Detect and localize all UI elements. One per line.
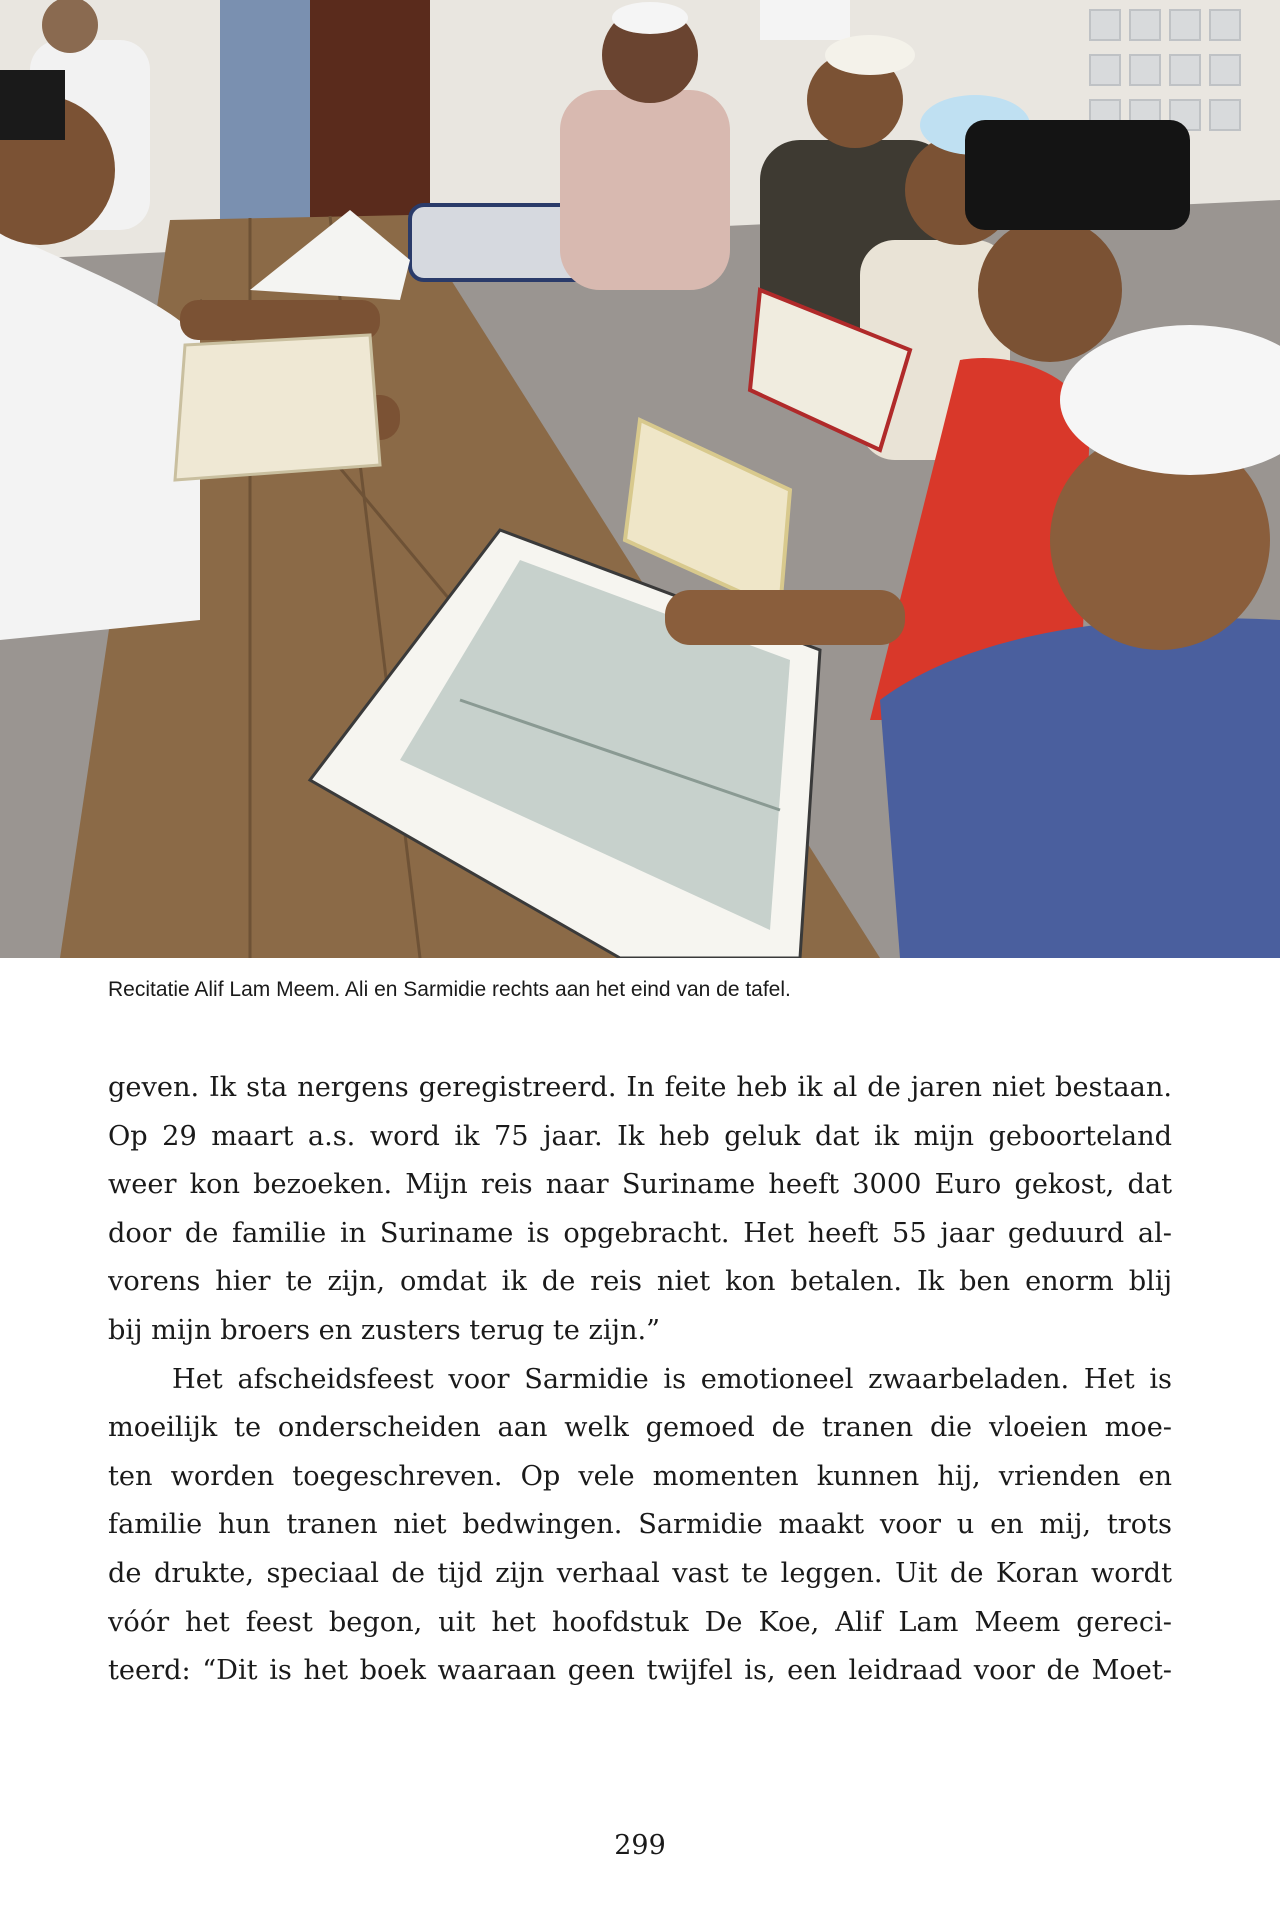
text-line: de drukte, speciaal de tijd zijn verhaal vast te leggen. Uit de Koran wordt <box>108 1557 1172 1589</box>
page-number: 299 <box>614 1830 666 1861</box>
body-text <box>108 1064 1172 1696</box>
text-line: vorens hier te zijn, omdat ik de reis niet kon betalen. Ik ben enorm blij <box>108 1266 1172 1298</box>
text-line: moeilijk te onderscheiden aan welk gemoed de tranen die vloeien moe- <box>108 1412 1172 1444</box>
text-line: geven. Ik sta nergens geregistreerd. In feite heb ik al de jaren niet bestaan. <box>108 1072 1172 1103</box>
photo-caption: Recitatie Alif Lam Meem. Ali en Sarmidie rechts aan het eind van de tafel. <box>108 978 791 1001</box>
photo-koran-recitation <box>0 0 1280 958</box>
text-line: teerd: “Dit is het boek waaraan geen twijfel is, een leidraad voor de Moet- <box>108 1655 1172 1687</box>
foreground-man-blue-shirt <box>880 618 1280 958</box>
paragraph-2 <box>108 1356 1172 1696</box>
text-line: weer kon bezoeken. Mijn reis naar Suriname heeft 3000 Euro gekost, dat <box>108 1169 1172 1201</box>
wooden-door <box>300 0 430 220</box>
text-line: familie hun tranen niet bedwingen. Sarmidie maakt voor u en mij, trots <box>108 1509 1172 1541</box>
paragraph-1 <box>108 1064 1172 1356</box>
text-line: door de familie in Suriname is opgebracht. Het heeft 55 jaar geduurd al- <box>108 1217 1172 1249</box>
text-line: Het afscheidsfeest voor Sarmidie is emotioneel zwaarbeladen. Het is <box>172 1363 1172 1395</box>
photo-illustration <box>0 0 1280 958</box>
text-line: Op 29 maart a.s. word ik 75 jaar. Ik heb geluk dat ik mijn geboorteland <box>108 1120 1172 1152</box>
text-line: ten worden toegeschreven. Op vele momenten kunnen hij, vrienden en <box>108 1460 1172 1492</box>
small-open-book <box>175 335 380 480</box>
seated-man-pink-shirt <box>560 90 730 290</box>
text-line: bij mijn broers en zusters terug te zijn.” <box>108 1314 661 1346</box>
text-line: vóór het feest begon, uit het hoofdstuk De Koe, Alif Lam Meem gereci- <box>108 1606 1172 1638</box>
standing-person <box>220 0 310 220</box>
